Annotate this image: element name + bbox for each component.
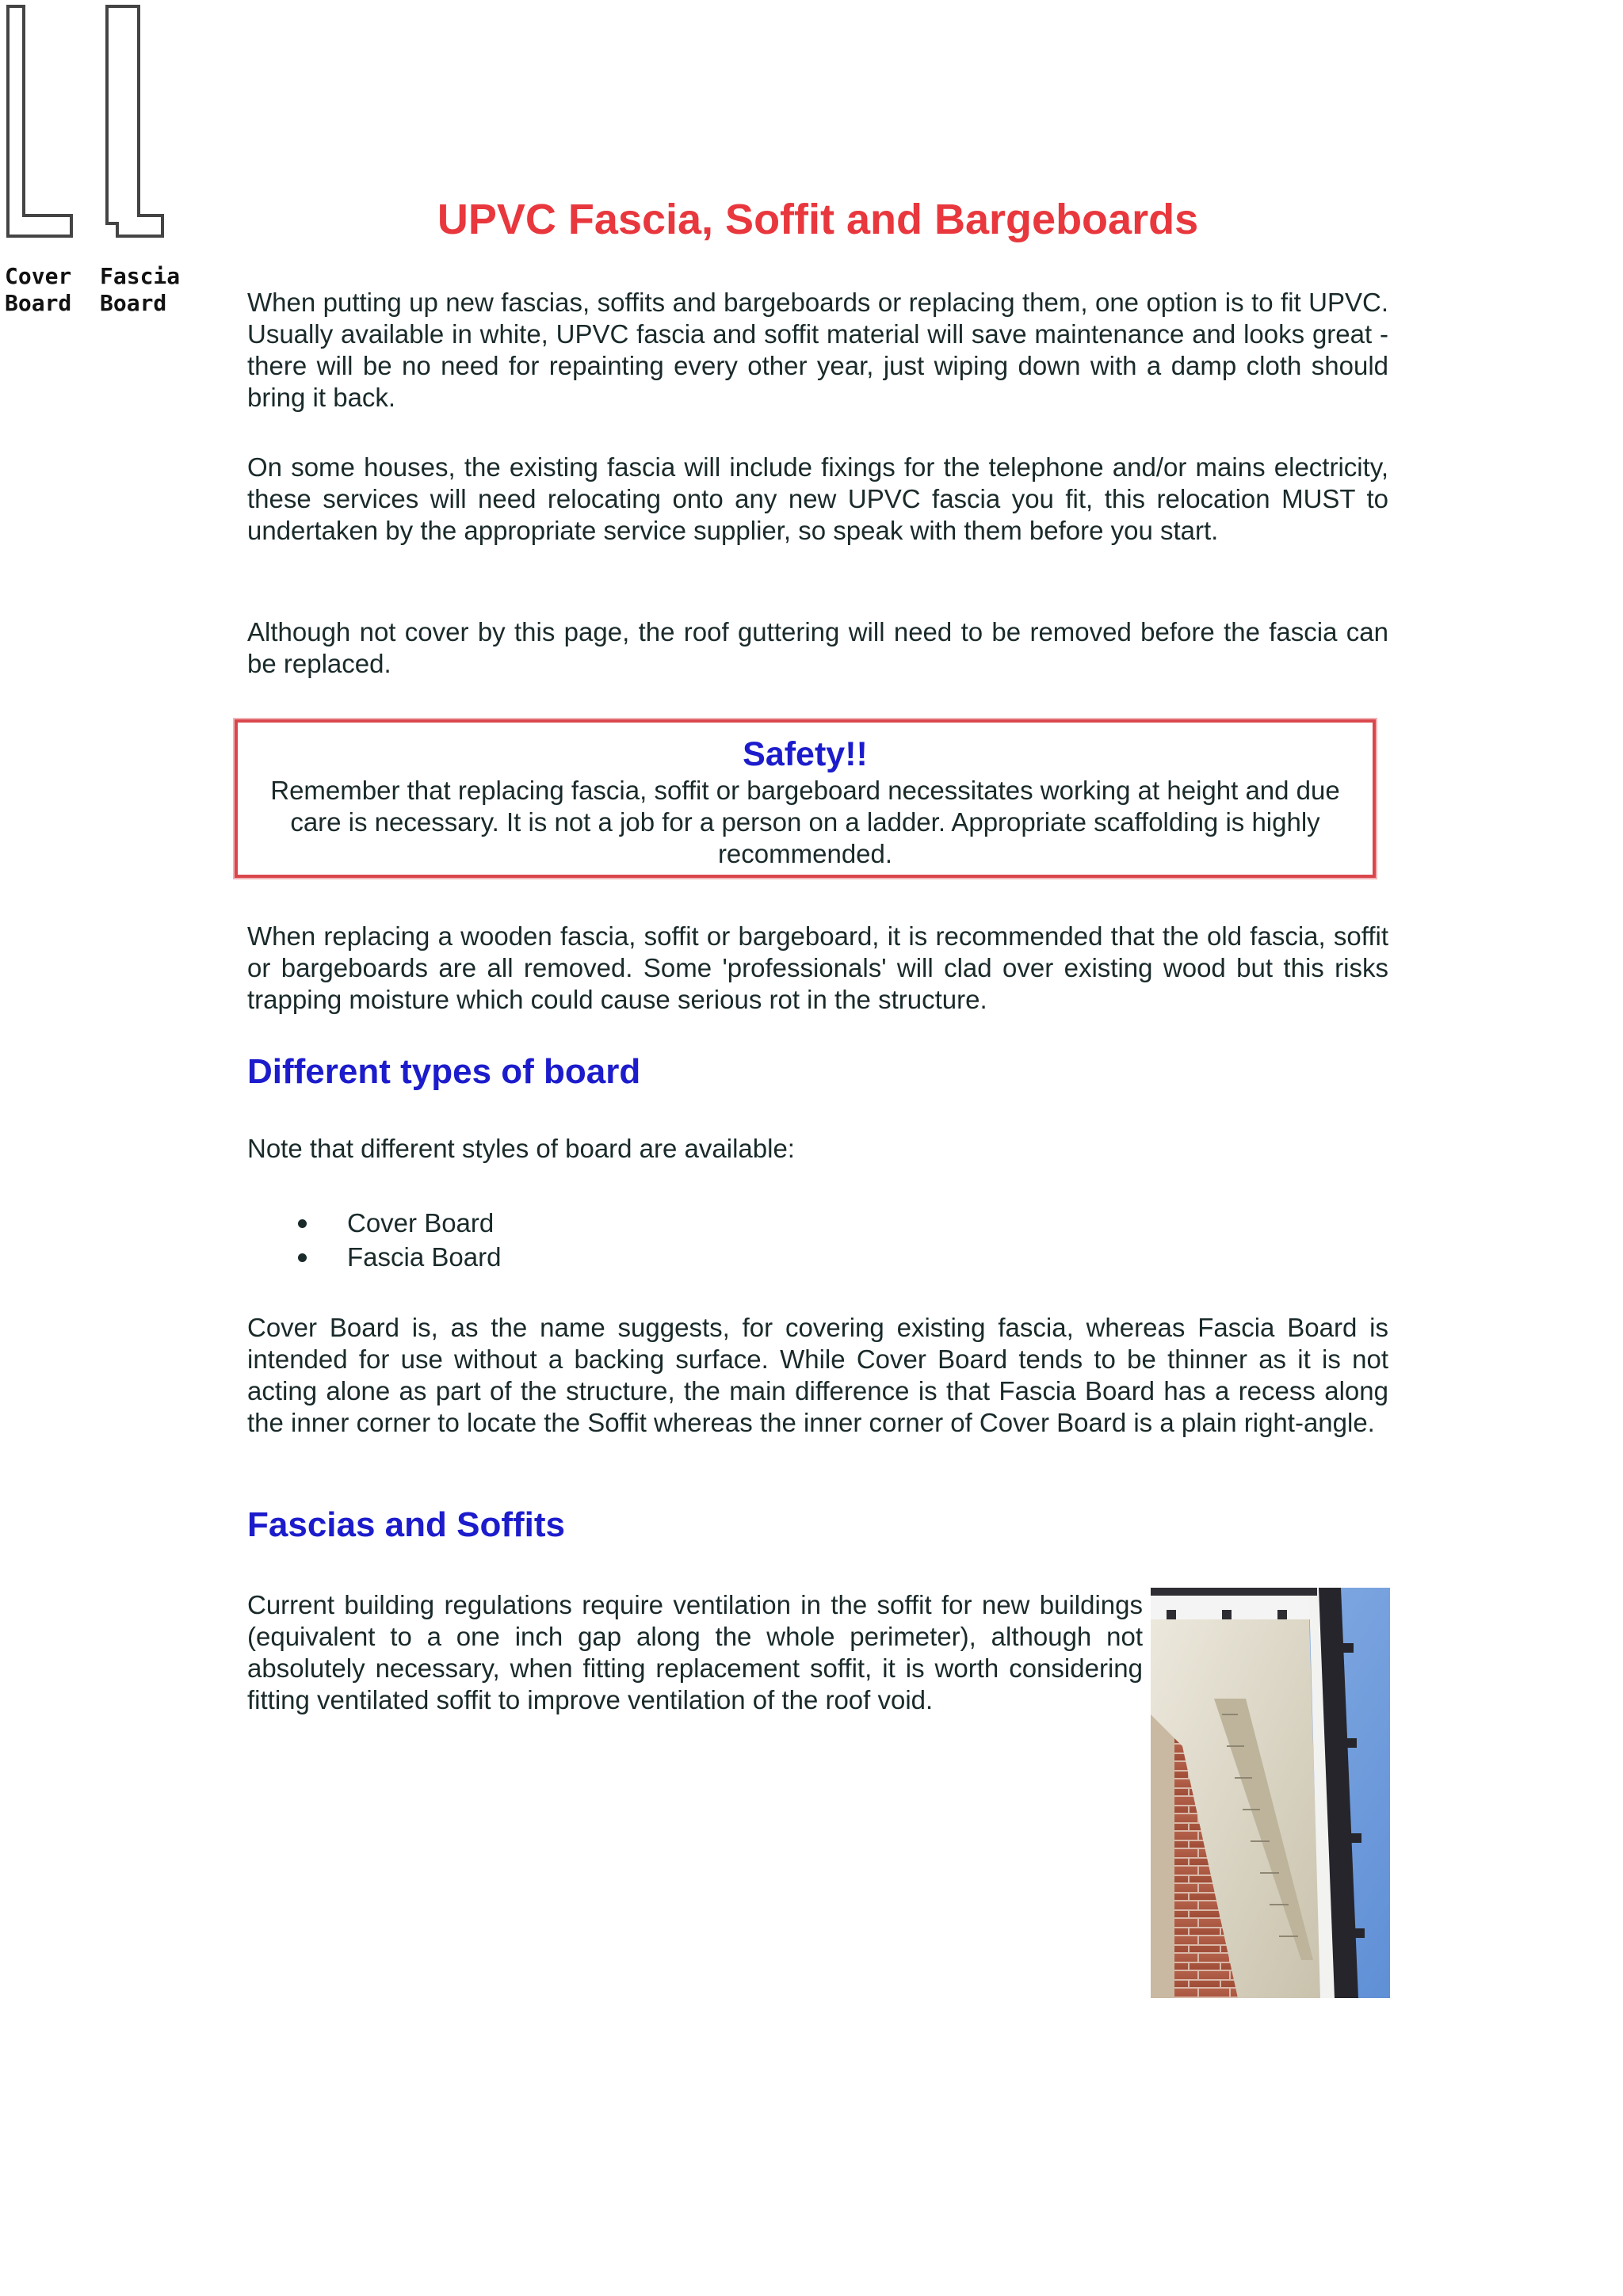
list-item: Fascia Board (247, 1240, 501, 1274)
types-note: Note that different styles of board are available: (247, 1134, 795, 1163)
types-description: Cover Board is, as the name suggests, for covering existing fascia, whereas Fascia Board is intended for use without a backing surface. While Cover Board tends to be thinner as it is not acting alone as part of the structure, the main difference is that Fascia Board has a recess along the inner corner to locate the Soffit whereas the inner corner of Cover Board is a plain right-angle. (247, 1313, 1388, 1437)
safety-title: Safety!! (743, 735, 868, 773)
safety-notice (235, 719, 1376, 878)
intro-paragraph-3: Although not cover by this page, the roof guttering will need to be removed before the fascia can be replaced. (247, 617, 1388, 678)
replacing-paragraph: When replacing a wooden fascia, soffit or bargeboard, it is recommended that the old fascia, soffit or bargeboards are all removed. Some 'professionals' will clad over existing wood but this risks trapping moisture which could cause serious rot in the structure. (247, 921, 1388, 1014)
soffits-heading: Fascias and Soffits (247, 1505, 566, 1544)
fascia-soffit-photo (1151, 1588, 1390, 1998)
board-types-list (247, 1206, 501, 1274)
fascia-board-profile (107, 6, 162, 236)
fascia-board-label: Fascia Board (100, 263, 181, 316)
safety-text: Remember that replacing fascia, soffit or bargeboard necessitates working at height and due care is necessary. It is not a job for a person on a ladder. Appropriate scaffolding is highly recommended. (270, 776, 1340, 868)
soffits-paragraph: Current building regulations require ventilation in the soffit for new buildings (equivalent to a one inch gap along the whole perimeter), although not absolutely necessary, when fitting replacement soffit, it is worth considering fitting ventilated soffit to improve ventilation of the roof void. (247, 1590, 1143, 1714)
intro-paragraph-1: When putting up new fascias, soffits and bargeboards or replacing them, one option is to fit UPVC. Usually available in white, UPVC fascia and soffit material will save maintenance and looks great - there will be no need for repainting every other year, just wiping down with a damp cloth should bring it back. (247, 288, 1388, 412)
fascia-soffit-photo-drawing (1151, 1588, 1390, 1998)
page-title: UPVC Fascia, Soffit and Bargeboards (437, 196, 1199, 243)
board-profiles-drawing (0, 0, 182, 254)
types-heading: Different types of board (247, 1052, 641, 1091)
board-profile-diagram (0, 0, 182, 325)
cover-board-label: Cover Board (5, 263, 72, 316)
cover-board-profile (8, 6, 71, 236)
intro-paragraph-2: On some houses, the existing fascia will include fixings for the telephone and/or mains electricity, these services will need relocating onto any new UPVC fascia you fit, this relocation MUST to undertaken by the appropriate service supplier, so speak with them before you start. (247, 452, 1388, 545)
list-item: Cover Board (247, 1206, 501, 1240)
